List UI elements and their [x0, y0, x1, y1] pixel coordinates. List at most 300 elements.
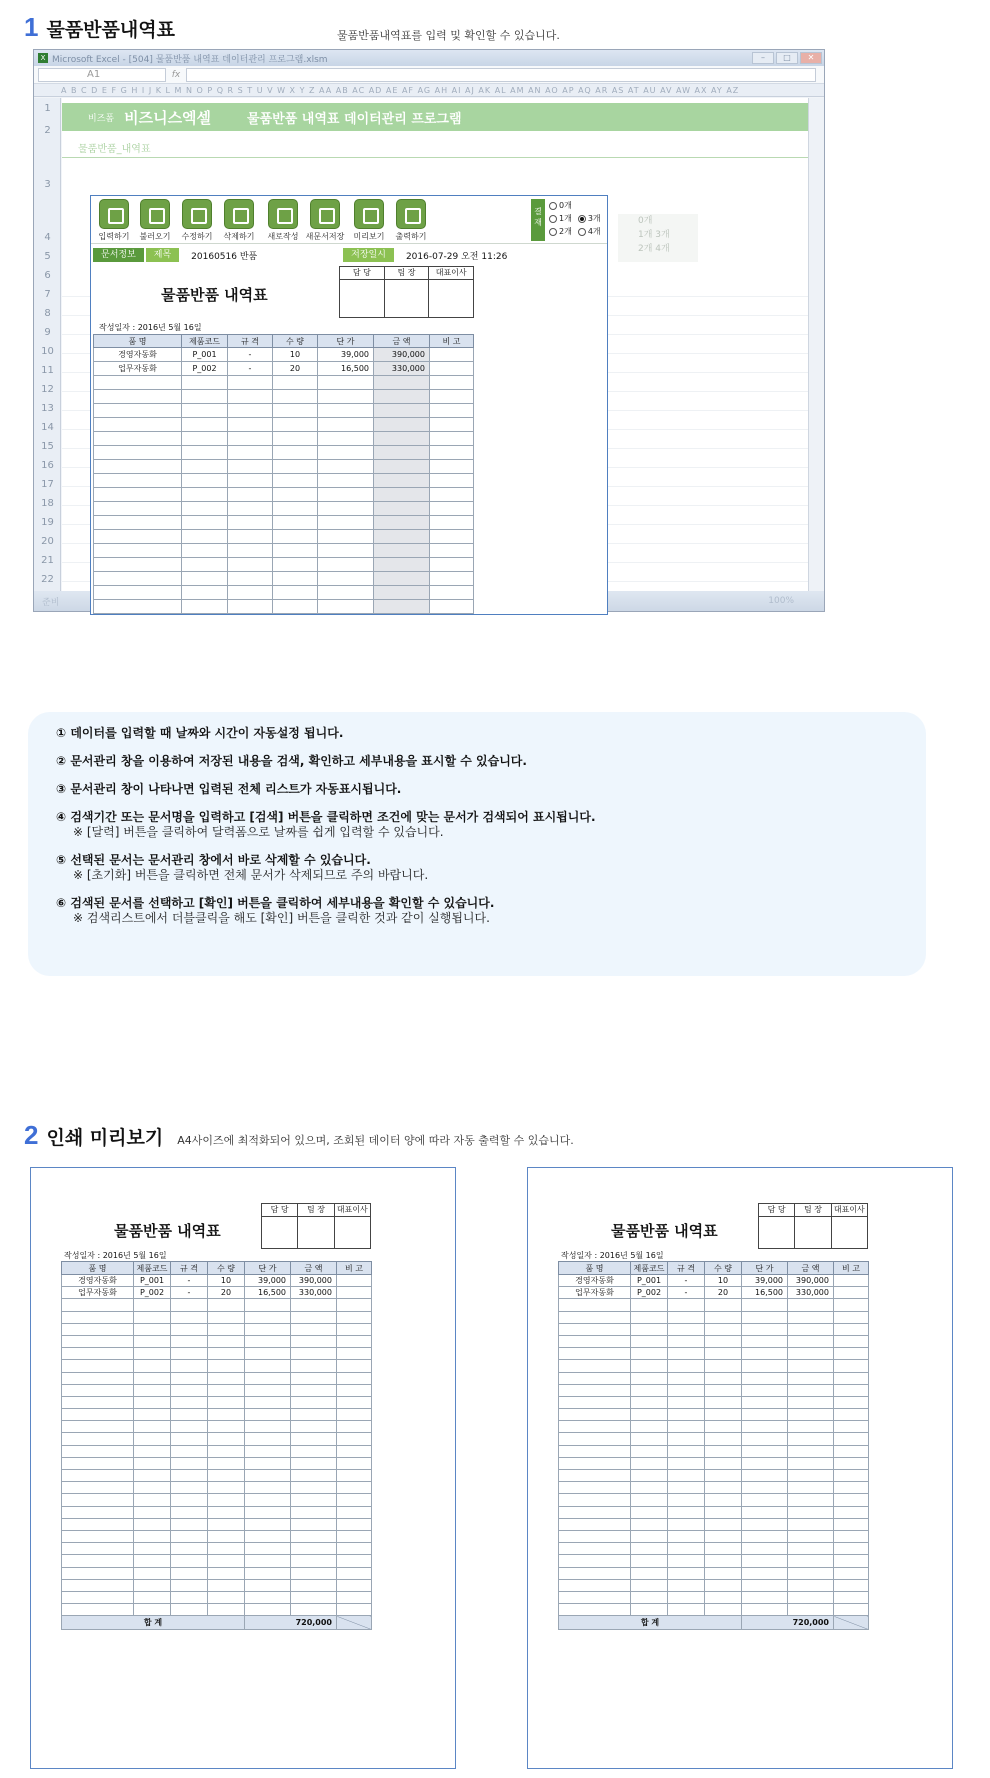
table-row[interactable] — [559, 1409, 869, 1421]
table-cell[interactable] — [668, 1482, 705, 1494]
table-cell[interactable] — [62, 1604, 134, 1616]
table-cell[interactable] — [705, 1530, 742, 1542]
table-row[interactable] — [559, 1323, 869, 1335]
table-row[interactable] — [559, 1445, 869, 1457]
table-cell[interactable] — [182, 544, 228, 558]
table-cell[interactable] — [134, 1323, 171, 1335]
table-cell[interactable] — [668, 1567, 705, 1579]
table-cell[interactable] — [788, 1555, 834, 1567]
table-cell[interactable] — [228, 544, 273, 558]
table-cell[interactable] — [742, 1445, 788, 1457]
toolbar-button-6[interactable] — [305, 199, 345, 242]
table-cell[interactable] — [94, 614, 182, 616]
table-cell[interactable] — [228, 460, 273, 474]
table-row[interactable] — [94, 488, 474, 502]
table-cell[interactable] — [182, 488, 228, 502]
table-cell[interactable] — [374, 572, 430, 586]
table-cell[interactable] — [788, 1506, 834, 1518]
table-cell[interactable] — [134, 1409, 171, 1421]
table-cell[interactable] — [742, 1579, 788, 1591]
maximize-button[interactable]: □ — [776, 52, 798, 64]
table-cell[interactable] — [228, 376, 273, 390]
table-cell[interactable] — [182, 474, 228, 488]
table-cell[interactable] — [228, 516, 273, 530]
table-cell[interactable] — [374, 586, 430, 600]
table-cell[interactable] — [94, 460, 182, 474]
table-cell[interactable] — [208, 1506, 245, 1518]
table-cell[interactable] — [834, 1530, 869, 1542]
table-cell[interactable] — [182, 572, 228, 586]
table-cell[interactable] — [62, 1348, 134, 1360]
table-row[interactable] — [62, 1470, 372, 1482]
table-cell[interactable] — [291, 1433, 337, 1445]
table-row[interactable] — [62, 1287, 372, 1299]
table-cell[interactable] — [208, 1470, 245, 1482]
table-cell[interactable] — [245, 1506, 291, 1518]
table-cell[interactable] — [788, 1384, 834, 1396]
table-cell[interactable] — [208, 1457, 245, 1469]
table-row[interactable] — [62, 1579, 372, 1591]
table-cell[interactable]: 16,500 — [318, 362, 374, 376]
row-number[interactable]: 4 — [44, 232, 51, 243]
table-cell[interactable] — [291, 1482, 337, 1494]
table-cell[interactable] — [668, 1384, 705, 1396]
table-cell[interactable] — [134, 1421, 171, 1433]
row-number[interactable]: 20 — [41, 536, 54, 547]
table-cell[interactable] — [291, 1396, 337, 1408]
table-cell[interactable] — [291, 1591, 337, 1603]
table-cell[interactable] — [668, 1530, 705, 1542]
table-cell[interactable] — [208, 1567, 245, 1579]
table-cell[interactable] — [430, 362, 474, 376]
table-cell[interactable] — [62, 1299, 134, 1311]
table-row[interactable] — [62, 1604, 372, 1616]
table-cell[interactable] — [62, 1323, 134, 1335]
table-cell[interactable] — [337, 1518, 372, 1530]
table-row[interactable] — [94, 614, 474, 616]
table-row[interactable] — [559, 1604, 869, 1616]
table-row[interactable] — [559, 1494, 869, 1506]
table-cell[interactable] — [788, 1396, 834, 1408]
table-cell[interactable] — [273, 474, 318, 488]
row-number[interactable]: 11 — [41, 365, 54, 376]
table-cell[interactable] — [631, 1323, 668, 1335]
table-cell[interactable] — [245, 1323, 291, 1335]
table-cell[interactable] — [182, 460, 228, 474]
table-cell[interactable] — [245, 1555, 291, 1567]
table-cell[interactable] — [208, 1445, 245, 1457]
table-cell[interactable] — [742, 1360, 788, 1372]
table-cell[interactable] — [337, 1433, 372, 1445]
table-cell[interactable] — [631, 1384, 668, 1396]
table-cell[interactable] — [134, 1579, 171, 1591]
table-cell[interactable] — [668, 1396, 705, 1408]
table-row[interactable] — [94, 586, 474, 600]
table-cell[interactable] — [171, 1457, 208, 1469]
table-cell[interactable] — [834, 1409, 869, 1421]
table-cell[interactable] — [337, 1348, 372, 1360]
table-cell[interactable] — [134, 1311, 171, 1323]
table-cell[interactable] — [208, 1482, 245, 1494]
table-row[interactable] — [559, 1348, 869, 1360]
table-row[interactable] — [94, 544, 474, 558]
table-cell[interactable] — [291, 1335, 337, 1347]
table-cell[interactable] — [430, 390, 474, 404]
table-cell[interactable] — [245, 1396, 291, 1408]
table-cell[interactable] — [788, 1335, 834, 1347]
table-cell[interactable] — [742, 1494, 788, 1506]
table-cell[interactable] — [134, 1384, 171, 1396]
table-cell[interactable] — [171, 1396, 208, 1408]
table-cell[interactable] — [245, 1433, 291, 1445]
table-cell[interactable] — [245, 1518, 291, 1530]
table-cell[interactable] — [374, 474, 430, 488]
toolbar-button-4[interactable] — [219, 199, 259, 242]
table-cell[interactable] — [559, 1360, 631, 1372]
table-cell[interactable] — [430, 488, 474, 502]
row-number[interactable]: 19 — [41, 517, 54, 528]
table-row[interactable] — [62, 1445, 372, 1457]
table-cell[interactable] — [208, 1591, 245, 1603]
table-cell[interactable] — [94, 488, 182, 502]
toolbar-button-8[interactable] — [391, 199, 431, 242]
option-0[interactable] — [549, 199, 572, 212]
table-cell[interactable]: 330,000 — [291, 1287, 337, 1299]
table-cell[interactable] — [668, 1421, 705, 1433]
table-cell[interactable] — [208, 1530, 245, 1542]
table-row[interactable] — [94, 572, 474, 586]
table-cell[interactable] — [430, 516, 474, 530]
table-cell[interactable] — [273, 516, 318, 530]
row-number[interactable]: 14 — [41, 422, 54, 433]
table-cell[interactable] — [834, 1555, 869, 1567]
table-cell[interactable] — [559, 1567, 631, 1579]
table-cell[interactable] — [62, 1579, 134, 1591]
row-number[interactable]: 5 — [44, 251, 51, 262]
table-cell[interactable] — [208, 1421, 245, 1433]
table-cell[interactable] — [742, 1323, 788, 1335]
table-cell[interactable] — [273, 502, 318, 516]
row-number[interactable]: 6 — [44, 270, 51, 281]
row-number[interactable]: 8 — [44, 308, 51, 319]
table-cell[interactable] — [134, 1604, 171, 1616]
table-cell[interactable] — [171, 1482, 208, 1494]
table-row[interactable] — [94, 474, 474, 488]
table-cell[interactable] — [337, 1287, 372, 1299]
table-cell[interactable] — [171, 1579, 208, 1591]
table-cell[interactable] — [834, 1567, 869, 1579]
table-cell[interactable] — [245, 1567, 291, 1579]
table-cell[interactable]: P_002 — [134, 1287, 171, 1299]
table-cell[interactable] — [291, 1530, 337, 1542]
table-cell[interactable] — [318, 460, 374, 474]
table-cell[interactable] — [705, 1323, 742, 1335]
row-number[interactable]: 3 — [44, 179, 51, 190]
table-cell[interactable] — [631, 1457, 668, 1469]
toolbar-button-1[interactable] — [94, 199, 134, 242]
table-cell[interactable] — [834, 1445, 869, 1457]
table-cell[interactable] — [631, 1555, 668, 1567]
table-cell[interactable] — [430, 474, 474, 488]
table-cell[interactable] — [94, 376, 182, 390]
table-cell[interactable] — [291, 1604, 337, 1616]
table-cell[interactable]: 16,500 — [742, 1287, 788, 1299]
table-cell[interactable] — [742, 1604, 788, 1616]
table-cell[interactable] — [182, 390, 228, 404]
table-cell[interactable] — [208, 1409, 245, 1421]
table-cell[interactable] — [318, 516, 374, 530]
table-row[interactable] — [559, 1396, 869, 1408]
table-cell[interactable] — [94, 586, 182, 600]
table-row[interactable] — [559, 1530, 869, 1542]
table-cell[interactable] — [337, 1360, 372, 1372]
table-cell[interactable] — [245, 1311, 291, 1323]
table-cell[interactable] — [430, 614, 474, 616]
table-cell[interactable] — [291, 1470, 337, 1482]
table-cell[interactable] — [742, 1470, 788, 1482]
table-cell[interactable] — [208, 1579, 245, 1591]
table-cell[interactable] — [430, 600, 474, 614]
table-cell[interactable]: - — [171, 1287, 208, 1299]
table-cell[interactable] — [182, 558, 228, 572]
table-cell[interactable] — [171, 1604, 208, 1616]
table-cell[interactable] — [834, 1372, 869, 1384]
table-cell[interactable] — [171, 1518, 208, 1530]
table-cell[interactable] — [245, 1494, 291, 1506]
table-cell[interactable] — [291, 1494, 337, 1506]
table-cell[interactable] — [668, 1372, 705, 1384]
table-cell[interactable] — [273, 404, 318, 418]
minimize-button[interactable]: – — [752, 52, 774, 64]
table-cell[interactable] — [318, 558, 374, 572]
table-cell[interactable] — [834, 1470, 869, 1482]
table-cell[interactable] — [182, 614, 228, 616]
table-cell[interactable] — [208, 1360, 245, 1372]
table-cell[interactable] — [273, 460, 318, 474]
table-cell[interactable] — [834, 1323, 869, 1335]
table-cell[interactable] — [668, 1543, 705, 1555]
table-row[interactable] — [62, 1591, 372, 1603]
table-cell[interactable] — [94, 572, 182, 586]
table-cell[interactable] — [788, 1323, 834, 1335]
table-cell[interactable] — [559, 1323, 631, 1335]
table-row[interactable] — [559, 1299, 869, 1311]
row-number[interactable]: 12 — [41, 384, 54, 395]
table-cell[interactable] — [273, 390, 318, 404]
table-row[interactable] — [559, 1384, 869, 1396]
table-cell[interactable] — [245, 1470, 291, 1482]
table-cell[interactable] — [374, 432, 430, 446]
table-cell[interactable] — [374, 376, 430, 390]
table-cell[interactable] — [668, 1555, 705, 1567]
table-cell[interactable] — [337, 1555, 372, 1567]
table-cell[interactable] — [705, 1409, 742, 1421]
table-cell[interactable] — [742, 1421, 788, 1433]
table-cell[interactable] — [208, 1396, 245, 1408]
table-cell[interactable] — [742, 1409, 788, 1421]
table-cell[interactable] — [245, 1384, 291, 1396]
table-row[interactable] — [559, 1275, 869, 1287]
table-cell[interactable] — [291, 1409, 337, 1421]
title-value[interactable]: 20160516 반품 — [191, 251, 258, 262]
table-cell[interactable] — [273, 488, 318, 502]
table-cell[interactable] — [208, 1299, 245, 1311]
table-cell[interactable] — [668, 1335, 705, 1347]
table-cell[interactable] — [705, 1543, 742, 1555]
table-cell[interactable] — [742, 1299, 788, 1311]
table-cell[interactable] — [631, 1409, 668, 1421]
table-cell[interactable] — [318, 418, 374, 432]
table-cell[interactable] — [182, 432, 228, 446]
table-cell[interactable] — [228, 614, 273, 616]
table-cell[interactable] — [337, 1396, 372, 1408]
table-row[interactable] — [559, 1421, 869, 1433]
table-cell[interactable] — [171, 1445, 208, 1457]
table-cell[interactable] — [94, 558, 182, 572]
table-cell[interactable] — [705, 1384, 742, 1396]
table-cell[interactable] — [788, 1482, 834, 1494]
table-cell[interactable]: 20 — [208, 1287, 245, 1299]
table-cell[interactable] — [742, 1555, 788, 1567]
table-cell[interactable] — [134, 1591, 171, 1603]
table-cell[interactable] — [668, 1494, 705, 1506]
table-cell[interactable] — [788, 1591, 834, 1603]
table-cell[interactable]: 330,000 — [788, 1287, 834, 1299]
row-number[interactable]: 10 — [41, 346, 54, 357]
table-row[interactable] — [559, 1311, 869, 1323]
table-cell[interactable] — [668, 1470, 705, 1482]
table-cell[interactable] — [742, 1433, 788, 1445]
table-row[interactable] — [62, 1543, 372, 1555]
table-row[interactable] — [62, 1409, 372, 1421]
table-cell[interactable] — [228, 474, 273, 488]
table-cell[interactable] — [228, 390, 273, 404]
table-cell[interactable] — [318, 544, 374, 558]
table-cell[interactable] — [245, 1579, 291, 1591]
table-cell[interactable] — [291, 1311, 337, 1323]
table-cell[interactable] — [834, 1591, 869, 1603]
row-number[interactable]: 17 — [41, 479, 54, 490]
table-cell[interactable] — [245, 1335, 291, 1347]
table-cell[interactable] — [788, 1457, 834, 1469]
table-cell[interactable] — [228, 446, 273, 460]
table-cell[interactable] — [337, 1494, 372, 1506]
table-cell[interactable] — [788, 1494, 834, 1506]
table-row[interactable] — [94, 530, 474, 544]
table-cell[interactable] — [134, 1506, 171, 1518]
table-cell[interactable] — [182, 502, 228, 516]
fx-icon[interactable]: fx — [171, 69, 181, 80]
table-cell[interactable] — [171, 1299, 208, 1311]
table-cell[interactable] — [245, 1445, 291, 1457]
toolbar-button-7[interactable] — [349, 199, 389, 242]
table-cell[interactable] — [430, 418, 474, 432]
table-cell[interactable]: P_001 — [631, 1275, 668, 1287]
table-cell[interactable] — [705, 1299, 742, 1311]
table-cell[interactable] — [788, 1470, 834, 1482]
table-cell[interactable]: - — [228, 348, 273, 362]
table-cell[interactable] — [171, 1348, 208, 1360]
table-cell[interactable] — [94, 474, 182, 488]
table-cell[interactable] — [62, 1384, 134, 1396]
table-cell[interactable] — [788, 1311, 834, 1323]
table-cell[interactable] — [245, 1591, 291, 1603]
table-cell[interactable] — [94, 404, 182, 418]
table-cell[interactable] — [273, 572, 318, 586]
table-cell[interactable] — [430, 446, 474, 460]
table-cell[interactable] — [788, 1567, 834, 1579]
table-cell[interactable] — [631, 1445, 668, 1457]
table-cell[interactable] — [374, 614, 430, 616]
table-cell[interactable] — [559, 1555, 631, 1567]
table-cell[interactable] — [430, 376, 474, 390]
table-cell[interactable] — [705, 1372, 742, 1384]
table-cell[interactable] — [318, 432, 374, 446]
table-cell[interactable] — [62, 1396, 134, 1408]
table-cell[interactable] — [631, 1579, 668, 1591]
table-cell[interactable] — [559, 1445, 631, 1457]
table-cell[interactable]: P_002 — [631, 1287, 668, 1299]
table-cell[interactable] — [337, 1482, 372, 1494]
table-row[interactable] — [94, 502, 474, 516]
table-cell[interactable] — [291, 1555, 337, 1567]
table-cell[interactable] — [273, 558, 318, 572]
table-cell[interactable] — [742, 1518, 788, 1530]
table-cell[interactable] — [631, 1470, 668, 1482]
table-cell[interactable] — [62, 1494, 134, 1506]
row-number[interactable]: 21 — [41, 555, 54, 566]
table-cell[interactable] — [134, 1518, 171, 1530]
table-cell[interactable] — [273, 600, 318, 614]
table-cell[interactable] — [374, 460, 430, 474]
table-cell[interactable] — [631, 1482, 668, 1494]
table-cell[interactable] — [337, 1567, 372, 1579]
table-cell[interactable]: 10 — [705, 1275, 742, 1287]
table-cell[interactable] — [430, 460, 474, 474]
table-cell[interactable] — [834, 1457, 869, 1469]
table-cell[interactable] — [245, 1530, 291, 1542]
table-cell[interactable] — [273, 418, 318, 432]
table-cell[interactable] — [668, 1299, 705, 1311]
table-cell[interactable] — [705, 1579, 742, 1591]
table-cell[interactable] — [337, 1409, 372, 1421]
table-row[interactable] — [62, 1384, 372, 1396]
table-cell[interactable] — [208, 1384, 245, 1396]
table-cell[interactable] — [291, 1384, 337, 1396]
table-cell[interactable]: 업무자동화 — [559, 1287, 631, 1299]
table-cell[interactable] — [631, 1543, 668, 1555]
table-cell[interactable] — [430, 432, 474, 446]
table-cell[interactable] — [668, 1457, 705, 1469]
table-cell[interactable] — [182, 516, 228, 530]
table-row[interactable] — [559, 1591, 869, 1603]
table-cell[interactable] — [245, 1348, 291, 1360]
table-cell[interactable] — [742, 1457, 788, 1469]
table-cell[interactable] — [834, 1482, 869, 1494]
table-cell[interactable] — [228, 600, 273, 614]
table-cell[interactable] — [705, 1396, 742, 1408]
table-cell[interactable] — [631, 1591, 668, 1603]
table-cell[interactable] — [171, 1372, 208, 1384]
table-cell[interactable] — [337, 1384, 372, 1396]
table-cell[interactable] — [245, 1299, 291, 1311]
option-3[interactable] — [578, 212, 601, 225]
table-cell[interactable] — [171, 1421, 208, 1433]
table-cell[interactable] — [182, 404, 228, 418]
table-cell[interactable] — [668, 1591, 705, 1603]
table-cell[interactable] — [291, 1299, 337, 1311]
table-cell[interactable] — [182, 530, 228, 544]
